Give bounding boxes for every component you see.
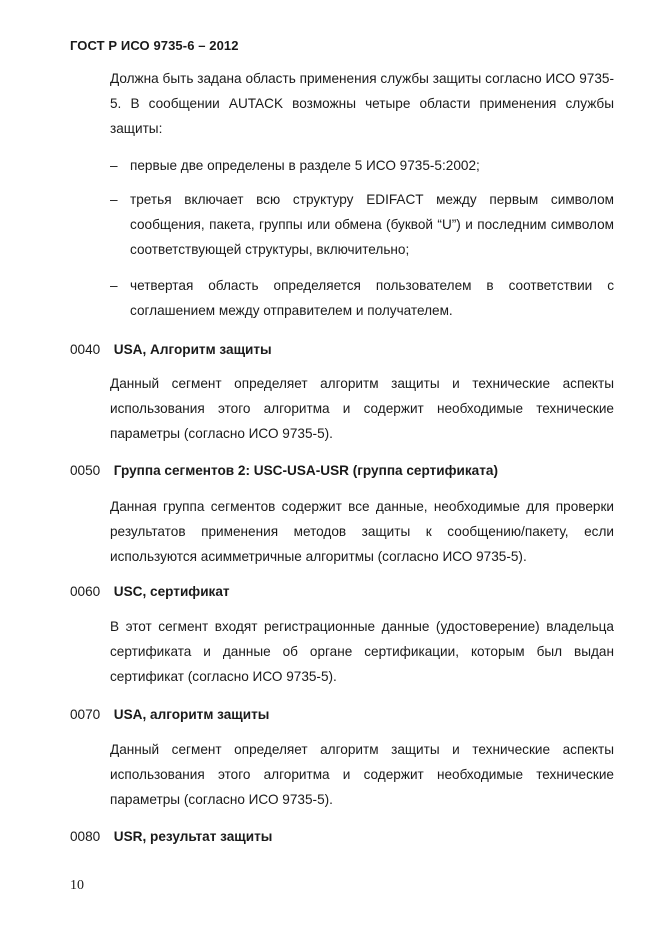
section-number: 0060 <box>70 584 101 599</box>
section-heading-0050 <box>70 461 498 481</box>
section-text-0060: В этот сегмент входят регистрационные данные (удостоверение) владельца сертификата и данные об органе сертификации, которым был выдан сертификат (согласно ИСО 9735-5). <box>110 619 614 684</box>
bullet-text: четвертая область определяется пользователем в соответствии с соглашением между отправителем и получателем. <box>130 278 614 318</box>
list-item <box>110 273 614 323</box>
section-title: USA, Алгоритм защиты <box>113 342 272 357</box>
page-number: 10 <box>70 878 84 893</box>
section-text-0050: Данная группа сегментов содержит все данные, необходимые для проверки результатов применения методов защиты к сообщению/пакету, если используются асимметричные алгоритмы (согласно ИСО 9735-5). <box>110 499 614 564</box>
section-title: Группа сегментов 2: USC-USA-USR (группа сертификата) <box>113 463 498 478</box>
bullet-marker: – <box>110 158 118 173</box>
section-number: 0040 <box>70 342 101 357</box>
section-number: 0070 <box>70 707 101 722</box>
bullet-text: первые две определены в разделе 5 ИСО 9735-5:2002; <box>130 158 480 173</box>
bullet-text: третья включает всю структуру EDIFACT между первым символом сообщения, пакета, группы или обмена (буквой “U”) и последним символом соответствующей структуры, включительно; <box>130 192 614 257</box>
bullet-marker: – <box>110 192 118 207</box>
section-heading-0060 <box>70 582 230 602</box>
section-heading-0070 <box>70 705 269 725</box>
bullet-marker: – <box>110 278 118 293</box>
section-heading-0080 <box>70 827 272 847</box>
section-heading-0040 <box>70 340 272 360</box>
section-number: 0050 <box>70 463 101 478</box>
list-item <box>110 187 614 262</box>
list-item <box>110 153 614 178</box>
section-text-0040: Данный сегмент определяет алгоритм защиты и технические аспекты использования этого алгоритма и содержит необходимые технические параметры (согласно ИСО 9735-5). <box>110 376 614 441</box>
intro-paragraph: Должна быть задана область применения службы защиты согласно ИСО 9735-5. В сообщении AUTACK возможны четыре области применения службы защиты: <box>110 71 614 136</box>
section-title: USR, результат защиты <box>113 829 273 844</box>
section-title: USA, алгоритм защиты <box>113 707 270 722</box>
section-text-0070: Данный сегмент определяет алгоритм защиты и технические аспекты использования этого алгоритма и содержит необходимые технические параметры (согласно ИСО 9735-5). <box>110 742 614 807</box>
document-header: ГОСТ Р ИСО 9735-6 – 2012 <box>70 38 239 53</box>
section-number: 0080 <box>70 829 101 844</box>
section-title: USC, сертификат <box>113 584 230 599</box>
